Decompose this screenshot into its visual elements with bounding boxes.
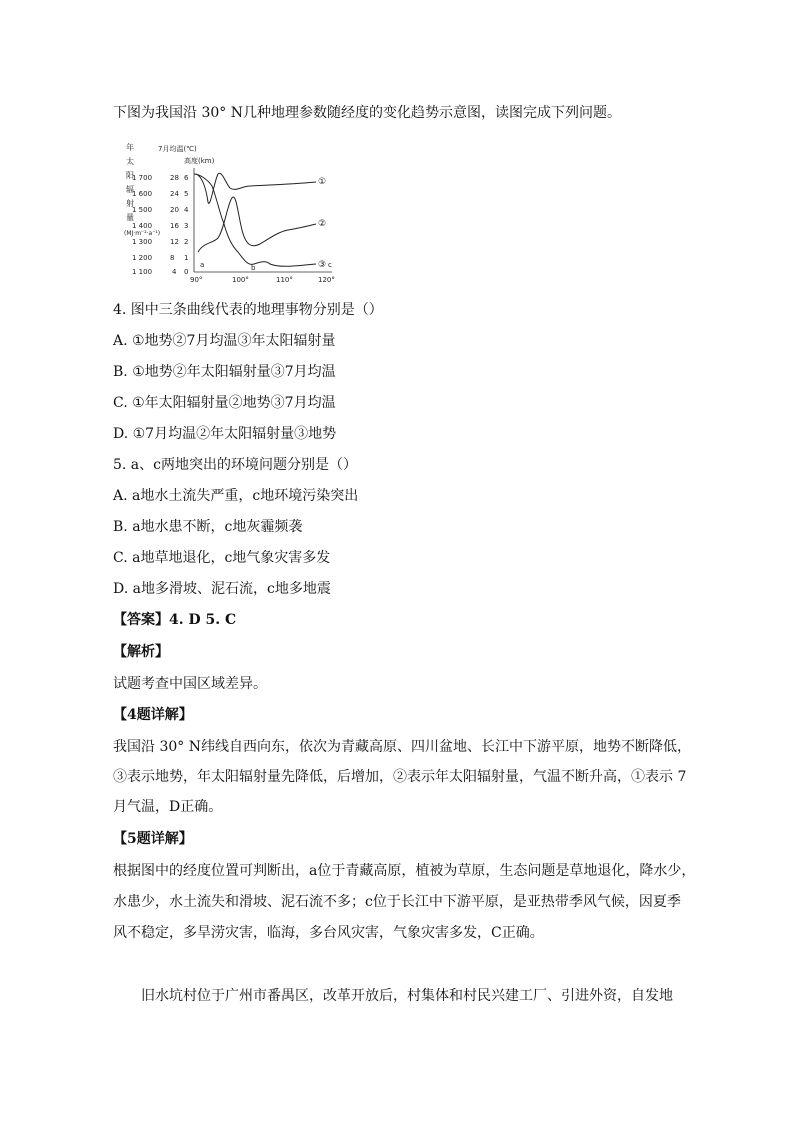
question-4-option-c: C. ①年太阳辐射量②地势③7月均温 [113, 395, 336, 411]
svg-text:太: 太 [126, 157, 134, 166]
temp-tick: 12 [170, 238, 179, 246]
q4-detail-line: 我国沿 30° N纬线自西向东，依次为青藏高原、四川盆地、长江中下游平原，地势不断降低， [113, 739, 691, 755]
point-label-c: c [328, 261, 332, 269]
temp-tick: 4 [172, 268, 177, 276]
q5-detail-heading: 【5题详解】 [113, 831, 193, 847]
question-5-stem: 5. a、c两地突出的环境问题分别是（） [113, 457, 357, 473]
q5-detail-line: 根据图中的经度位置可判断出，a位于青藏高原，植被为草原，生态问题是草地退化，降水少， [113, 863, 696, 879]
temp-tick: 8 [170, 254, 175, 262]
curve-3 [194, 174, 316, 266]
curve-label-3: ③ [318, 260, 327, 270]
x-tick: 100° [232, 276, 249, 284]
x-tick: 110° [276, 276, 293, 284]
intro-text: 下图为我国沿 30° N几种地理参数随经度的变化趋势示意图，读图完成下列问题。 [113, 105, 621, 121]
radiation-tick: 1 400 [132, 222, 153, 230]
temp-tick: 16 [170, 222, 179, 230]
x-tick: 120° [318, 276, 335, 284]
question-5-option-a: A. a地水土流失严重，c地环境污染突出 [113, 488, 359, 504]
curve-label-2: ② [318, 219, 327, 229]
q4-detail-line: ③表示地势，年太阳辐射量先降低，后增加，②表示年太阳辐射量，气温不断升高，①表示 7 [113, 769, 687, 785]
q5-detail-line: 水患少，水土流失和滑坡、泥石流不多；c位于长江中下游平原，是亚热带季风气候，因夏季 [113, 894, 681, 910]
line-chart-figure [120, 140, 340, 290]
point-label-a: a [200, 261, 205, 269]
analysis-text: 试题考查中国区域差异。 [113, 676, 267, 692]
height-axis-title: 高度(km) [184, 157, 215, 165]
curve-label-1: ① [318, 177, 327, 187]
question-5-option-c: C. a地草地退化，c地气象灾害多发 [113, 550, 331, 566]
curve-2 [198, 197, 316, 252]
svg-text:年: 年 [126, 143, 134, 152]
q4-detail-heading: 【4题详解】 [113, 707, 193, 723]
question-4-option-a: A. ①地势②7月均温③年太阳辐射量 [113, 333, 336, 349]
temp-tick: 24 [170, 190, 179, 198]
svg-text:(MJ·m⁻²·a⁻¹): (MJ·m⁻²·a⁻¹) [124, 230, 161, 237]
point-label-b: b [251, 264, 256, 272]
x-tick: 90° [190, 276, 203, 284]
question-4-stem: 4. 图中三条曲线代表的地理事物分别是（） [113, 302, 383, 318]
radiation-tick: 1 100 [132, 268, 153, 276]
answer-line: 【答案】4. D 5. C [113, 612, 237, 628]
question-5-option-d: D. a地多滑坡、泥石流，c地多地震 [113, 581, 331, 597]
temp-tick: 28 [170, 174, 179, 182]
radiation-tick: 1 600 [132, 190, 153, 198]
question-5-option-b: B. a地水患不断，c地灰霾频袭 [113, 519, 303, 535]
temp-axis-title: 7月均温(℃) [158, 145, 197, 153]
q4-detail-line: 月气温，D正确。 [113, 799, 223, 815]
next-paragraph-text: 旧水坑村位于广州市番禺区，改革开放后，村集体和村民兴建工厂、引进外资，自发地 [141, 988, 673, 1004]
svg-text:辐: 辐 [126, 185, 134, 194]
height-tick: 1 [184, 254, 189, 262]
height-tick: 0 [184, 268, 189, 276]
temp-tick: 20 [170, 206, 179, 214]
radiation-tick: 1 300 [132, 238, 153, 246]
height-tick: 4 [184, 206, 189, 214]
radiation-tick: 1 700 [132, 174, 153, 182]
curve-1 [196, 173, 316, 203]
question-4-option-b: B. ①地势②年太阳辐射量③7月均温 [113, 364, 336, 380]
height-tick: 2 [184, 238, 189, 246]
radiation-tick: 1 200 [132, 254, 153, 262]
q5-detail-line: 风不稳定，多旱涝灾害，临海，多台风灾害，气象灾害多发，C正确。 [113, 925, 544, 941]
analysis-heading: 【解析】 [113, 644, 169, 660]
svg-text:量: 量 [126, 213, 134, 222]
svg-text:阳: 阳 [126, 171, 134, 180]
question-4-option-d: D. ①7月均温②年太阳辐射量③地势 [113, 426, 337, 442]
height-tick: 6 [184, 174, 189, 182]
height-tick: 5 [184, 190, 189, 198]
radiation-tick: 1 500 [132, 206, 153, 214]
svg-text:射: 射 [126, 199, 134, 208]
height-tick: 3 [184, 222, 189, 230]
